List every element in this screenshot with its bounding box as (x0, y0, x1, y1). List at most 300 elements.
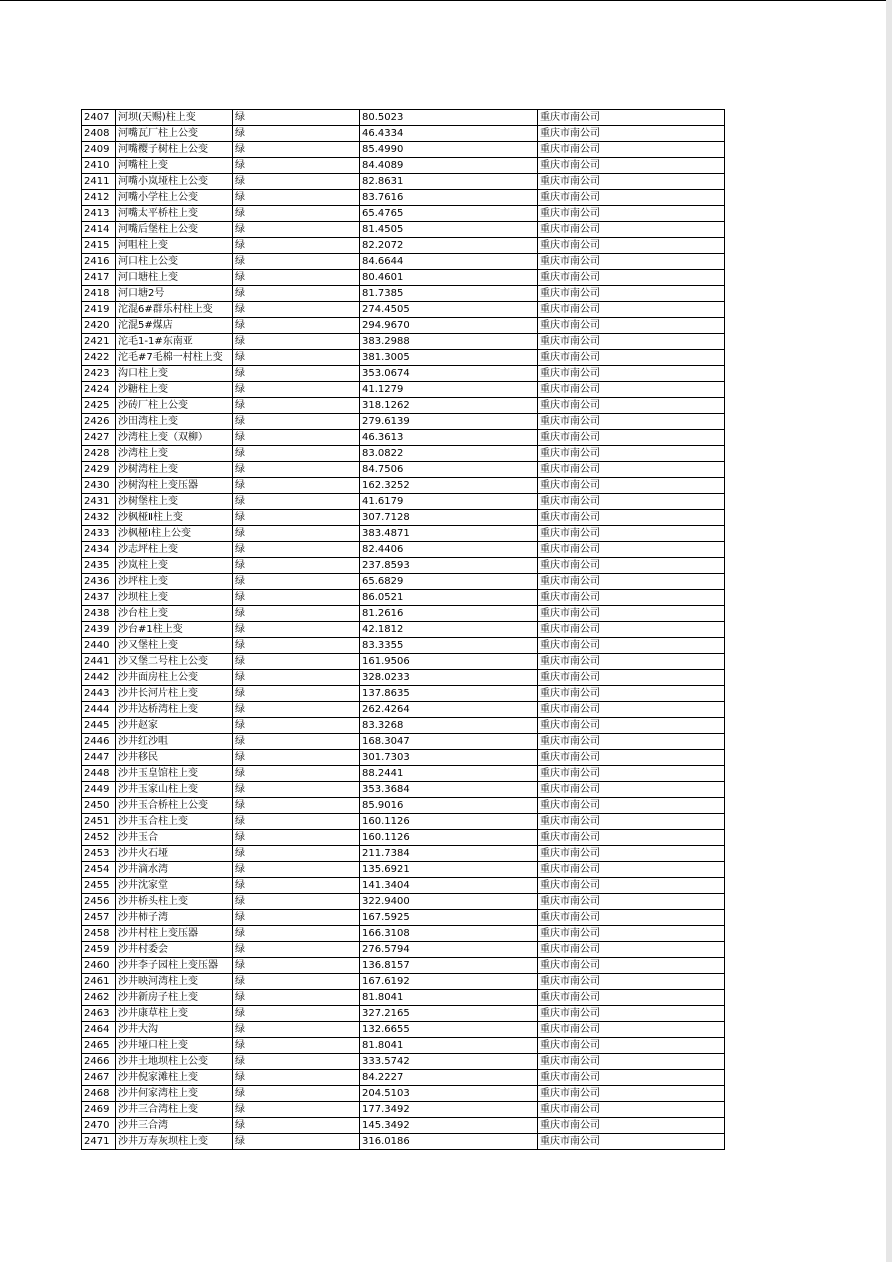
value-cell: 161.9506 (360, 654, 538, 670)
company-cell: 重庆市南公司 (538, 718, 725, 734)
row-id-cell: 2444 (82, 702, 116, 718)
status-color-cell: 绿 (233, 542, 360, 558)
company-cell: 重庆市南公司 (538, 846, 725, 862)
status-color-cell: 绿 (233, 174, 360, 190)
transformer-name-cell: 沙又堡柱上变 (116, 638, 233, 654)
table-row (82, 1054, 725, 1070)
transformer-name-cell: 沙井赵家 (116, 718, 233, 734)
table-row (82, 750, 725, 766)
transformer-name-cell: 河嘴柱上变 (116, 158, 233, 174)
value-cell: 294.9670 (360, 318, 538, 334)
transformer-name-cell: 沙井玉家山柱上变 (116, 782, 233, 798)
value-cell: 132.6655 (360, 1022, 538, 1038)
value-cell: 136.8157 (360, 958, 538, 974)
table-row (82, 126, 725, 142)
row-id-cell: 2439 (82, 622, 116, 638)
company-cell: 重庆市南公司 (538, 462, 725, 478)
company-cell: 重庆市南公司 (538, 270, 725, 286)
status-color-cell: 绿 (233, 270, 360, 286)
status-color-cell: 绿 (233, 238, 360, 254)
status-color-cell: 绿 (233, 814, 360, 830)
transformer-name-cell: 河坝(天赐)柱上变 (116, 110, 233, 126)
status-color-cell: 绿 (233, 222, 360, 238)
value-cell: 318.1262 (360, 398, 538, 414)
table-row (82, 942, 725, 958)
company-cell: 重庆市南公司 (538, 734, 725, 750)
row-id-cell: 2440 (82, 638, 116, 654)
row-id-cell: 2422 (82, 350, 116, 366)
value-cell: 166.3108 (360, 926, 538, 942)
company-cell: 重庆市南公司 (538, 974, 725, 990)
row-id-cell: 2465 (82, 1038, 116, 1054)
row-id-cell: 2409 (82, 142, 116, 158)
status-color-cell: 绿 (233, 878, 360, 894)
value-cell: 82.8631 (360, 174, 538, 190)
row-id-cell: 2470 (82, 1118, 116, 1134)
row-id-cell: 2446 (82, 734, 116, 750)
status-color-cell: 绿 (233, 1022, 360, 1038)
transformer-name-cell: 沙井新房子柱上变 (116, 990, 233, 1006)
status-color-cell: 绿 (233, 910, 360, 926)
value-cell: 81.4505 (360, 222, 538, 238)
row-id-cell: 2450 (82, 798, 116, 814)
row-id-cell: 2438 (82, 606, 116, 622)
transformer-name-cell: 沙井康草柱上变 (116, 1006, 233, 1022)
transformer-name-cell: 沙台#1柱上变 (116, 622, 233, 638)
table-row (82, 398, 725, 414)
row-id-cell: 2431 (82, 494, 116, 510)
transformer-name-cell: 沙井达桥湾柱上变 (116, 702, 233, 718)
status-color-cell: 绿 (233, 158, 360, 174)
company-cell: 重庆市南公司 (538, 654, 725, 670)
transformer-name-cell: 沙井垭口柱上变 (116, 1038, 233, 1054)
status-color-cell: 绿 (233, 798, 360, 814)
row-id-cell: 2466 (82, 1054, 116, 1070)
status-color-cell: 绿 (233, 926, 360, 942)
table-row (82, 510, 725, 526)
status-color-cell: 绿 (233, 830, 360, 846)
transformer-name-cell: 沙井村委会 (116, 942, 233, 958)
table-row (82, 958, 725, 974)
company-cell: 重庆市南公司 (538, 926, 725, 942)
value-cell: 316.0186 (360, 1134, 538, 1150)
transformer-name-cell: 沙井面房柱上公变 (116, 670, 233, 686)
status-color-cell: 绿 (233, 974, 360, 990)
transformer-name-cell: 沙树湾柱上变 (116, 462, 233, 478)
transformer-name-cell: 沙井万寿灰坝柱上变 (116, 1134, 233, 1150)
row-id-cell: 2419 (82, 302, 116, 318)
transformer-name-cell: 沙井桥头柱上变 (116, 894, 233, 910)
transformer-name-cell: 沙坝柱上变 (116, 590, 233, 606)
value-cell: 381.3005 (360, 350, 538, 366)
table-row (82, 990, 725, 1006)
status-color-cell: 绿 (233, 942, 360, 958)
table-row (82, 366, 725, 382)
table-row (82, 1134, 725, 1150)
row-id-cell: 2463 (82, 1006, 116, 1022)
transformer-name-cell: 沙井三合湾 (116, 1118, 233, 1134)
company-cell: 重庆市南公司 (538, 1086, 725, 1102)
status-color-cell: 绿 (233, 526, 360, 542)
status-color-cell: 绿 (233, 894, 360, 910)
row-id-cell: 2432 (82, 510, 116, 526)
company-cell: 重庆市南公司 (538, 814, 725, 830)
table-row (82, 926, 725, 942)
row-id-cell: 2436 (82, 574, 116, 590)
table-row (82, 974, 725, 990)
table-row (82, 862, 725, 878)
company-cell: 重庆市南公司 (538, 878, 725, 894)
value-cell: 81.7385 (360, 286, 538, 302)
table-row (82, 718, 725, 734)
value-cell: 353.3684 (360, 782, 538, 798)
status-color-cell: 绿 (233, 462, 360, 478)
status-color-cell: 绿 (233, 430, 360, 446)
row-id-cell: 2462 (82, 990, 116, 1006)
status-color-cell: 绿 (233, 1038, 360, 1054)
status-color-cell: 绿 (233, 190, 360, 206)
table-row (82, 878, 725, 894)
transformer-name-cell: 沙井玉合桥柱上公变 (116, 798, 233, 814)
company-cell: 重庆市南公司 (538, 750, 725, 766)
table-row (82, 206, 725, 222)
status-color-cell: 绿 (233, 302, 360, 318)
transformer-name-cell: 沙井村柱上变压器 (116, 926, 233, 942)
value-cell: 84.7506 (360, 462, 538, 478)
row-id-cell: 2412 (82, 190, 116, 206)
company-cell: 重庆市南公司 (538, 526, 725, 542)
table-row (82, 702, 725, 718)
row-id-cell: 2430 (82, 478, 116, 494)
transformer-name-cell: 河嘴瓦厂柱上公变 (116, 126, 233, 142)
status-color-cell: 绿 (233, 446, 360, 462)
company-cell: 重庆市南公司 (538, 1118, 725, 1134)
data-table (81, 109, 725, 1150)
value-cell: 383.2988 (360, 334, 538, 350)
table-row (82, 222, 725, 238)
value-cell: 42.1812 (360, 622, 538, 638)
row-id-cell: 2433 (82, 526, 116, 542)
transformer-name-cell: 沙田湾柱上变 (116, 414, 233, 430)
value-cell: 46.4334 (360, 126, 538, 142)
table-row (82, 110, 725, 126)
company-cell: 重庆市南公司 (538, 1134, 725, 1150)
transformer-name-cell: 沱毛#7毛棉一村柱上变 (116, 350, 233, 366)
company-cell: 重庆市南公司 (538, 574, 725, 590)
table-row (82, 1006, 725, 1022)
transformer-name-cell: 沙井长河片柱上变 (116, 686, 233, 702)
table-row (82, 1102, 725, 1118)
status-color-cell: 绿 (233, 718, 360, 734)
value-cell: 80.4601 (360, 270, 538, 286)
company-cell: 重庆市南公司 (538, 222, 725, 238)
table-row (82, 318, 725, 334)
company-cell: 重庆市南公司 (538, 958, 725, 974)
row-id-cell: 2447 (82, 750, 116, 766)
row-id-cell: 2434 (82, 542, 116, 558)
value-cell: 85.9016 (360, 798, 538, 814)
row-id-cell: 2417 (82, 270, 116, 286)
table-row (82, 894, 725, 910)
status-color-cell: 绿 (233, 510, 360, 526)
company-cell: 重庆市南公司 (538, 686, 725, 702)
value-cell: 322.9400 (360, 894, 538, 910)
company-cell: 重庆市南公司 (538, 286, 725, 302)
company-cell: 重庆市南公司 (538, 862, 725, 878)
transformer-name-cell: 沙井滴水湾 (116, 862, 233, 878)
transformer-name-cell: 河嘴小学柱上公变 (116, 190, 233, 206)
transformer-name-cell: 河口塘柱上变 (116, 270, 233, 286)
transformer-name-cell: 沙湾柱上变 (116, 446, 233, 462)
company-cell: 重庆市南公司 (538, 190, 725, 206)
transformer-name-cell: 沙砖厂柱上公变 (116, 398, 233, 414)
company-cell: 重庆市南公司 (538, 174, 725, 190)
value-cell: 237.8593 (360, 558, 538, 574)
status-color-cell: 绿 (233, 286, 360, 302)
status-color-cell: 绿 (233, 702, 360, 718)
value-cell: 65.4765 (360, 206, 538, 222)
company-cell: 重庆市南公司 (538, 238, 725, 254)
status-color-cell: 绿 (233, 254, 360, 270)
company-cell: 重庆市南公司 (538, 830, 725, 846)
company-cell: 重庆市南公司 (538, 1006, 725, 1022)
row-id-cell: 2435 (82, 558, 116, 574)
status-color-cell: 绿 (233, 1086, 360, 1102)
transformer-name-cell: 沱混6#群乐村柱上变 (116, 302, 233, 318)
transformer-name-cell: 沙坪柱上变 (116, 574, 233, 590)
status-color-cell: 绿 (233, 1006, 360, 1022)
value-cell: 168.3047 (360, 734, 538, 750)
table-row (82, 462, 725, 478)
status-color-cell: 绿 (233, 478, 360, 494)
company-cell: 重庆市南公司 (538, 622, 725, 638)
company-cell: 重庆市南公司 (538, 558, 725, 574)
company-cell: 重庆市南公司 (538, 1102, 725, 1118)
status-color-cell: 绿 (233, 606, 360, 622)
value-cell: 41.1279 (360, 382, 538, 398)
row-id-cell: 2458 (82, 926, 116, 942)
status-color-cell: 绿 (233, 1070, 360, 1086)
value-cell: 160.1126 (360, 814, 538, 830)
row-id-cell: 2408 (82, 126, 116, 142)
company-cell: 重庆市南公司 (538, 110, 725, 126)
company-cell: 重庆市南公司 (538, 302, 725, 318)
status-color-cell: 绿 (233, 990, 360, 1006)
company-cell: 重庆市南公司 (538, 254, 725, 270)
row-id-cell: 2469 (82, 1102, 116, 1118)
status-color-cell: 绿 (233, 1102, 360, 1118)
table-row (82, 670, 725, 686)
status-color-cell: 绿 (233, 414, 360, 430)
page-top-border (0, 0, 892, 1)
table-body (82, 110, 725, 1150)
transformer-name-cell: 沙台柱上变 (116, 606, 233, 622)
table-row (82, 734, 725, 750)
row-id-cell: 2423 (82, 366, 116, 382)
table-row (82, 782, 725, 798)
row-id-cell: 2451 (82, 814, 116, 830)
value-cell: 41.6179 (360, 494, 538, 510)
transformer-name-cell: 沙井何家湾柱上变 (116, 1086, 233, 1102)
table-row (82, 190, 725, 206)
value-cell: 80.5023 (360, 110, 538, 126)
table-row (82, 142, 725, 158)
status-color-cell: 绿 (233, 846, 360, 862)
value-cell: 84.6644 (360, 254, 538, 270)
status-color-cell: 绿 (233, 622, 360, 638)
company-cell: 重庆市南公司 (538, 990, 725, 1006)
transformer-name-cell: 河口塘2号 (116, 286, 233, 302)
value-cell: 274.4505 (360, 302, 538, 318)
company-cell: 重庆市南公司 (538, 382, 725, 398)
transformer-name-cell: 沙枫桠Ⅰ柱上公变 (116, 526, 233, 542)
company-cell: 重庆市南公司 (538, 158, 725, 174)
table-row (82, 846, 725, 862)
transformer-name-cell: 沙枫桠Ⅱ柱上变 (116, 510, 233, 526)
status-color-cell: 绿 (233, 126, 360, 142)
company-cell: 重庆市南公司 (538, 1022, 725, 1038)
company-cell: 重庆市南公司 (538, 350, 725, 366)
row-id-cell: 2442 (82, 670, 116, 686)
value-cell: 145.3492 (360, 1118, 538, 1134)
company-cell: 重庆市南公司 (538, 798, 725, 814)
value-cell: 81.8041 (360, 990, 538, 1006)
transformer-name-cell: 河嘴太平桥柱上变 (116, 206, 233, 222)
row-id-cell: 2437 (82, 590, 116, 606)
table-row (82, 526, 725, 542)
row-id-cell: 2410 (82, 158, 116, 174)
transformer-name-cell: 沙井红沙咀 (116, 734, 233, 750)
row-id-cell: 2424 (82, 382, 116, 398)
row-id-cell: 2459 (82, 942, 116, 958)
row-id-cell: 2445 (82, 718, 116, 734)
value-cell: 135.6921 (360, 862, 538, 878)
table-row (82, 158, 725, 174)
table-row (82, 238, 725, 254)
transformer-name-cell: 沱混5#煤店 (116, 318, 233, 334)
row-id-cell: 2448 (82, 766, 116, 782)
company-cell: 重庆市南公司 (538, 1054, 725, 1070)
table-row (82, 414, 725, 430)
status-color-cell: 绿 (233, 206, 360, 222)
table-row (82, 334, 725, 350)
company-cell: 重庆市南公司 (538, 510, 725, 526)
company-cell: 重庆市南公司 (538, 398, 725, 414)
row-id-cell: 2429 (82, 462, 116, 478)
value-cell: 65.6829 (360, 574, 538, 590)
table-row (82, 910, 725, 926)
table-row (82, 254, 725, 270)
table-row (82, 766, 725, 782)
company-cell: 重庆市南公司 (538, 894, 725, 910)
value-cell: 88.2441 (360, 766, 538, 782)
value-cell: 85.4990 (360, 142, 538, 158)
transformer-name-cell: 河嘴小岚垭柱上公变 (116, 174, 233, 190)
table-row (82, 830, 725, 846)
table-row (82, 1022, 725, 1038)
value-cell: 307.7128 (360, 510, 538, 526)
row-id-cell: 2453 (82, 846, 116, 862)
transformer-name-cell: 沙井大沟 (116, 1022, 233, 1038)
value-cell: 383.4871 (360, 526, 538, 542)
value-cell: 84.4089 (360, 158, 538, 174)
status-color-cell: 绿 (233, 1118, 360, 1134)
transformer-name-cell: 河嘴后堡柱上公变 (116, 222, 233, 238)
company-cell: 重庆市南公司 (538, 142, 725, 158)
value-cell: 84.2227 (360, 1070, 538, 1086)
company-cell: 重庆市南公司 (538, 590, 725, 606)
table-row (82, 430, 725, 446)
row-id-cell: 2449 (82, 782, 116, 798)
transformer-name-cell: 沙井火石垭 (116, 846, 233, 862)
row-id-cell: 2416 (82, 254, 116, 270)
company-cell: 重庆市南公司 (538, 638, 725, 654)
row-id-cell: 2407 (82, 110, 116, 126)
status-color-cell: 绿 (233, 350, 360, 366)
transformer-name-cell: 沙井映河湾柱上变 (116, 974, 233, 990)
table-row (82, 798, 725, 814)
row-id-cell: 2457 (82, 910, 116, 926)
transformer-name-cell: 沙树沟柱上变压器 (116, 478, 233, 494)
value-cell: 167.5925 (360, 910, 538, 926)
transformer-name-cell: 沟口柱上变 (116, 366, 233, 382)
row-id-cell: 2467 (82, 1070, 116, 1086)
table-row (82, 1070, 725, 1086)
value-cell: 141.3404 (360, 878, 538, 894)
row-id-cell: 2425 (82, 398, 116, 414)
company-cell: 重庆市南公司 (538, 430, 725, 446)
company-cell: 重庆市南公司 (538, 334, 725, 350)
company-cell: 重庆市南公司 (538, 766, 725, 782)
row-id-cell: 2456 (82, 894, 116, 910)
row-id-cell: 2411 (82, 174, 116, 190)
status-color-cell: 绿 (233, 862, 360, 878)
table-row (82, 382, 725, 398)
company-cell: 重庆市南公司 (538, 702, 725, 718)
table-row (82, 638, 725, 654)
transformer-name-cell: 沙湾柱上变（双柳） (116, 430, 233, 446)
company-cell: 重庆市南公司 (538, 414, 725, 430)
status-color-cell: 绿 (233, 734, 360, 750)
company-cell: 重庆市南公司 (538, 126, 725, 142)
row-id-cell: 2455 (82, 878, 116, 894)
row-id-cell: 2426 (82, 414, 116, 430)
value-cell: 82.2072 (360, 238, 538, 254)
row-id-cell: 2418 (82, 286, 116, 302)
row-id-cell: 2461 (82, 974, 116, 990)
table-row (82, 286, 725, 302)
company-cell: 重庆市南公司 (538, 1070, 725, 1086)
value-cell: 301.7303 (360, 750, 538, 766)
value-cell: 81.8041 (360, 1038, 538, 1054)
table-row (82, 302, 725, 318)
table-row (82, 446, 725, 462)
table-row (82, 558, 725, 574)
row-id-cell: 2441 (82, 654, 116, 670)
value-cell: 353.0674 (360, 366, 538, 382)
table-row (82, 1086, 725, 1102)
table-row (82, 590, 725, 606)
table-row (82, 686, 725, 702)
row-id-cell: 2471 (82, 1134, 116, 1150)
transformer-name-cell: 沙岚柱上变 (116, 558, 233, 574)
row-id-cell: 2454 (82, 862, 116, 878)
value-cell: 162.3252 (360, 478, 538, 494)
status-color-cell: 绿 (233, 782, 360, 798)
table-row (82, 622, 725, 638)
transformer-name-cell: 沙井倪家滩柱上变 (116, 1070, 233, 1086)
company-cell: 重庆市南公司 (538, 782, 725, 798)
